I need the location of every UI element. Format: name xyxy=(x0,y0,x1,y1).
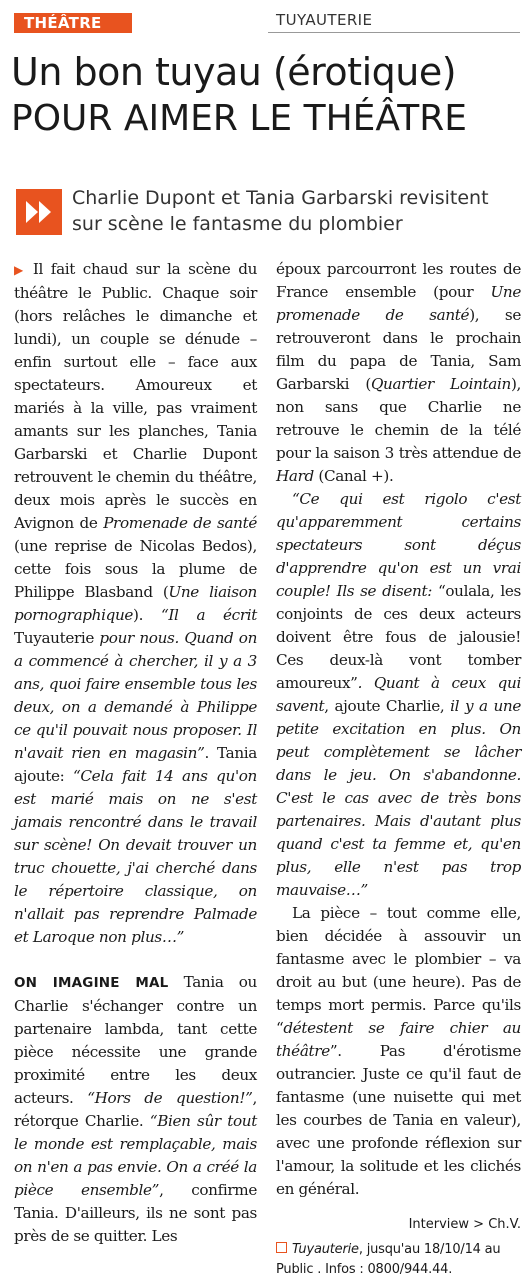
paragraph-second xyxy=(14,971,257,1248)
paragraph-gap xyxy=(14,949,257,971)
standfirst-text xyxy=(72,185,520,237)
lead-in: ON IMAGINE MAL xyxy=(14,975,169,991)
quote: . Quant à ceux qui savent xyxy=(276,674,521,715)
text-run: . Tania ajoute: xyxy=(14,744,257,785)
double-arrow-icon xyxy=(16,189,62,235)
quote: “Cela fait 14 ans qu'on est marié mais on ne s'est jamais rencontré dans le travail sur scène! On devait trouver un truc chouette, j'ai cherché dans le répertoire classique, on n'allait pas reprendre Palmade et Laroque non plus…” xyxy=(14,767,257,946)
text-run: , ajoute Charlie, xyxy=(324,697,451,715)
text-run: La pièce – tout comme elle, bien décidée à assouvir un fantasme avec le plombier – va droit au but (une heure). Pas de temps mort permis. Parce qu'ils “ xyxy=(276,904,521,1037)
quote: “Bien sûr tout le monde est remplaçable, mais on n'en a pas envie. On a créé la pièce ensemble” xyxy=(14,1112,257,1199)
text-run: ), se retrouveront dans le prochain film du papa de Tania, Sam Garbarski ( xyxy=(276,306,521,393)
text-run: époux parcourront les routes de France ensemble (pour xyxy=(276,260,521,301)
text-run: ), non sans que Charlie ne retrouve le chemin de la télé pour la saison 3 très attendue de xyxy=(276,375,521,462)
right-column xyxy=(276,258,521,1280)
headline xyxy=(11,48,523,142)
quote: il y a une petite excitation en plus. On peut complètement se lâcher dans le jeu. On s'abandonne. C'est le cas avec de très bons partenaires. Mais d'autant plus quand c'est ta femme et, qu'en plus, elle n'est pas trop mauvaise…” xyxy=(276,697,521,899)
standfirst xyxy=(16,185,520,241)
series-title: Hard xyxy=(276,467,314,485)
quote: pour nous. Quand on a commencé à chercher, il y a 3 ans, quoi faire ensemble tous les deux, on a demandé à Philippe ce qu'il pouvait nous proposer. Il n'avait rien en magasin” xyxy=(14,629,257,762)
quote: “Ce qui est rigolo c'est qu'apparemment certains spectateurs sont déçus d'apprendre qu'on est un vrai couple! Ils se disent: xyxy=(276,490,521,600)
play-title: Une liaison pornographique xyxy=(14,583,257,624)
interview-credit: Interview > Ch.V. xyxy=(408,1217,521,1232)
quote: “Il a écrit xyxy=(160,606,257,624)
article-header xyxy=(14,13,520,33)
show-info xyxy=(276,1240,521,1280)
headline-line-2: POUR AIMER LE THÉÂTRE xyxy=(11,98,467,139)
header-divider xyxy=(268,32,520,33)
paragraph-closing xyxy=(276,902,521,1201)
text-run: ). xyxy=(133,606,161,624)
play-title: Une promenade de santé xyxy=(276,283,521,324)
text-run: Il fait chaud sur la scène du théâtre le Public. Chaque soir (hors relâches le dimanche et lundi), un couple se dénude – enfin surtout elle – face aux spectateurs. Amoureux et mariés à la ville, pas vraiment amants sur les planches, Tania Garbarski et Charlie Dupont retrouvent le chemin du théâtre, deux mois après le succès en Avignon de xyxy=(14,260,257,532)
show-details: , jusqu'au 18/10/14 au Public . Infos : 0800/944.44. xyxy=(276,1242,501,1277)
bullet-icon: ▶ xyxy=(14,263,33,277)
paragraph-quote xyxy=(276,488,521,902)
play-title: Promenade de santé xyxy=(103,514,257,532)
standfirst-line-1: Charlie Dupont et Tania Garbarski revisitent xyxy=(72,187,489,209)
paragraph-continued xyxy=(276,258,521,488)
film-title: Quartier Lointain xyxy=(370,375,511,393)
quote-plain: “oulala, les conjoints de ces deux acteurs doivent être fous de jalousie! Ces deux-là vont tomber amoureux” xyxy=(276,582,521,692)
text-run: , confirme Tania. D'ailleurs, ils ne sont pas près de se quitter. Les xyxy=(14,1181,257,1245)
headline-line-1: Un bon tuyau (érotique) xyxy=(11,50,457,94)
text-run: , rétorque Charlie. xyxy=(14,1089,257,1130)
quote: détestent se faire chier au théâtre xyxy=(276,1019,521,1060)
paragraph-intro xyxy=(14,258,257,949)
rubric-label: THÉÂTRE xyxy=(14,13,132,33)
text-run: (Canal +). xyxy=(313,467,394,485)
square-bullet-icon xyxy=(276,1242,287,1253)
standfirst-line-2: sur scène le fantasme du plombier xyxy=(72,213,403,235)
text-run: Tania ou Charlie s'échanger contre un partenaire lambda, tant cette pièce nécessite une grande proximité entre les deux acteurs. xyxy=(14,973,257,1107)
quote: “Hors de question!” xyxy=(87,1089,253,1107)
section-label: TUYAUTERIE xyxy=(276,11,373,29)
play-title: Tuyauterie xyxy=(14,629,95,647)
text-run: ”. Pas d'érotisme outrancier. Juste ce qu'il faut de fantasme (une nuisette qui met les courbes de Tania en valeur), avec une profonde réflexion sur l'amour, la solitude et les clichés en général. xyxy=(276,1042,521,1198)
left-column xyxy=(14,258,257,1248)
show-title: Tuyauterie xyxy=(292,1242,359,1257)
text-run: (une reprise de Nicolas Bedos), cette fois sous la plume de Philippe Blasband ( xyxy=(14,537,257,601)
